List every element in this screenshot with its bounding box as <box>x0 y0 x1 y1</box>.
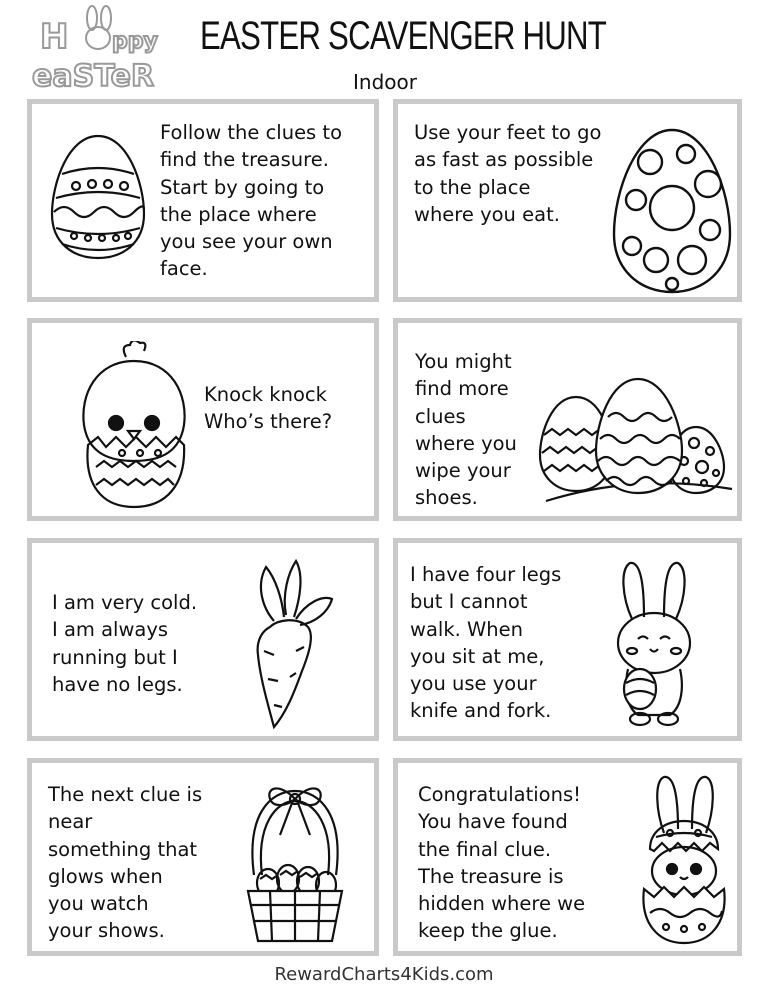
clue-card-1 <box>27 99 379 302</box>
clue-card-5 <box>27 538 379 741</box>
clue-card-6 <box>393 538 742 741</box>
clue-text-2: Use your feet to go as fast as possible to the place where you eat. <box>414 121 602 226</box>
clue-card-4 <box>393 318 742 521</box>
carrot-icon <box>244 555 334 731</box>
clue-text-1: Follow the clues to find the treasure. Start by going to the place where you see your own face. <box>160 121 342 281</box>
striped-egg-icon <box>48 132 148 262</box>
clue-card-3 <box>27 318 379 521</box>
bunny-with-egg-icon <box>604 557 704 729</box>
clue-card-8 <box>393 758 742 956</box>
footer-website: RewardCharts4Kids.com <box>274 964 494 985</box>
svg-text:H: H <box>40 17 69 57</box>
bunny-in-egg-icon <box>636 771 732 951</box>
svg-text:eaSTeR: eaSTeR <box>32 59 155 92</box>
clue-text-7: The next clue is near something that glows when you watch your shows. <box>48 783 203 943</box>
clue-text-8: Congratulations! You have found the final clue. The treasure is hidden where we keep the glue. <box>418 783 586 943</box>
clue-text-3: Knock knock Who’s there? <box>204 383 333 434</box>
page-subtitle: Indoor <box>353 70 417 94</box>
dotted-egg-icon <box>610 126 734 296</box>
clue-text-5: I am very cold. I am always running but I have no legs. <box>52 591 198 696</box>
clue-card-7 <box>27 758 379 956</box>
easter-basket-icon <box>240 775 350 945</box>
svg-text:ppy: ppy <box>112 29 158 54</box>
three-eggs-icon <box>536 377 736 507</box>
happy-easter-logo <box>30 4 178 92</box>
clue-text-4: You might find more clues where you wipe your shoes. <box>415 350 517 510</box>
chick-in-egg-icon <box>74 341 194 511</box>
page-title: EASTER SCAVENGER HUNT <box>200 14 607 58</box>
clue-card-2 <box>393 99 742 302</box>
clue-text-6: I have four legs but I cannot walk. When you sit at me, you use your knife and fork. <box>410 563 562 723</box>
